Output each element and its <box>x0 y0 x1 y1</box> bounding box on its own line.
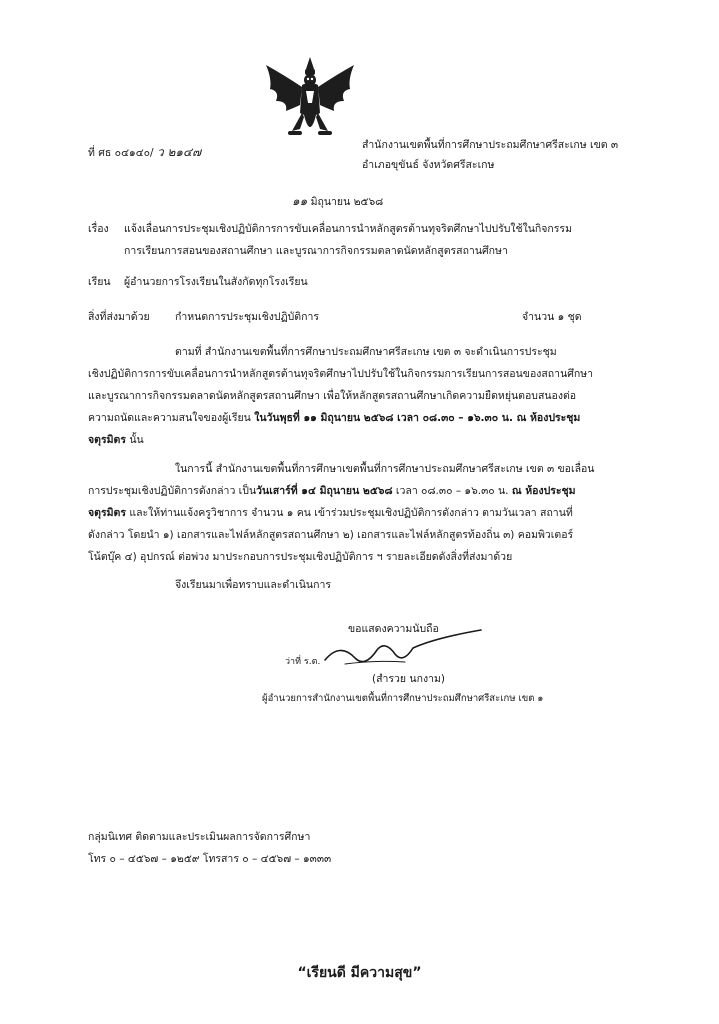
meeting-room-label: ณ ห้องประชุม <box>511 485 576 497</box>
handwritten-signature-icon <box>285 620 485 680</box>
agency-address: อำเภอขุขันธ์ จังหวัดศรีสะเกษ <box>362 159 495 171</box>
subject-line-2: การเรียนการสอนของสถานศึกษา และบูรณาการกิจกรรมตลาดนัดหลักสูตรสถานศึกษา <box>124 245 508 257</box>
para2-line-2-time: เวลา ๐๘.๓๐ – ๑๖.๓๐ น. <box>392 485 512 497</box>
para1-line-4-text: ความถนัดและความสนใจของผู้เรียน <box>88 412 255 424</box>
enclosure-value: กำหนดการประชุมเชิงปฏิบัติการ <box>175 311 319 323</box>
para1-line-5 <box>88 433 144 447</box>
agency-name: สำนักงานเขตพื้นที่การศึกษาประถมศึกษาศรีสะเกษ เขต ๓ <box>362 139 619 151</box>
letter-date <box>292 194 383 209</box>
date-day-handwritten: ๑๑ <box>292 194 308 208</box>
meeting-room-name-2: จตุรมิตร <box>88 507 126 519</box>
para2-line-2-text: การประชุมเชิงปฏิบัติการดังกล่าว เป็น <box>88 485 257 497</box>
ref-number-label: ที่ ศธ ๐๔๑๔๐/ <box>88 147 154 159</box>
subject-line-1: แจ้งเลื่อนการประชุมเชิงปฏิบัติการการขับเคลื่อนการนำหลักสูตรต้านทุจริตศึกษาไปปรับใช้ในกิจกรรม <box>124 223 572 235</box>
para1-line-4 <box>88 411 580 425</box>
para1-line-5-text: นั้น <box>126 434 144 446</box>
meeting-original-date: ในวันพุธที่ ๑๑ มิถุนายน ๒๕๖๘ เวลา ๐๘.๓๐ – ๑๖.๓๐ น. ณ ห้องประชุม <box>254 412 581 424</box>
contact-phone: โทร ๐ – ๔๕๖๗ – ๑๒๕๙ โทรสาร ๐ – ๔๕๖๗ – ๑๓๓๓ <box>88 853 332 865</box>
para2-line-5: โน้ตบุ๊ค ๔) อุปกรณ์ ต่อพ่วง มาประกอบการประชุมเชิงปฏิบัติการ ฯ รายละเอียดดังสิ่งที่ส่งมาด้วย <box>88 551 513 563</box>
enclosure-quantity: จำนวน ๑ ชุด <box>522 311 582 323</box>
para2-line-3-text: และให้ท่านแจ้งครูวิชาการ จำนวน ๑ คน เข้าร่วมประชุมเชิงปฏิบัติการดังกล่าว ตามวันเวลา สถานที่ <box>126 507 573 519</box>
department-name: กลุ่มนิเทศ ติดตามและประเมินผลการจัดการศึกษา <box>88 831 311 843</box>
ref-number <box>88 145 201 160</box>
ref-number-handwritten: ว ๒๑๔๗ <box>156 145 202 159</box>
meeting-new-date: วันเสาร์ที่ ๑๔ มิถุนายน ๒๕๖๘ <box>256 485 393 497</box>
para1-line-1: ตามที่ สำนักงานเขตพื้นที่การศึกษาประถมศึกษาศรีสะเกษ เขต ๓ จะดำเนินการประชุม <box>175 346 557 358</box>
enclosure-label: สิ่งที่ส่งมาด้วย <box>88 311 150 323</box>
garuda-emblem-icon <box>262 55 358 145</box>
para2-line-4: ดังกล่าว โดยนำ ๑) เอกสารและไฟล์หลักสูตรสถานศึกษา ๒) เอกสารและไฟล์หลักสูตรท้องถิ่น ๓) คอมพิวเตอร์ <box>88 529 574 541</box>
para3-line: จึงเรียนมาเพื่อทราบและดำเนินการ <box>175 579 331 591</box>
meeting-room-name: จตุรมิตร <box>88 434 126 446</box>
date-month-year: มิถุนายน ๒๕๖๘ <box>310 196 384 208</box>
para1-line-2: เชิงปฏิบัติการการขับเคลื่อนการนำหลักสูตรต้านทุจริตศึกษาไปปรับใช้ในกิจกรรมการเรียนการสอนของสถานศึกษา <box>88 368 594 380</box>
subject-label: เรื่อง <box>88 223 109 235</box>
recipient-value: ผู้อำนวยการโรงเรียนในสังกัดทุกโรงเรียน <box>124 276 308 288</box>
closing-phrase: ขอแสดงความนับถือ <box>348 623 439 635</box>
para2-line-3 <box>88 506 573 520</box>
para2-line-2 <box>88 484 576 498</box>
signatory-position: ผู้อำนวยการสำนักงานเขตพื้นที่การศึกษาประถมศึกษาศรีสะเกษ เขต ๑ <box>262 693 544 704</box>
para1-line-3: และบูรณาการกิจกรรมตลาดนัดหลักสูตรสถานศึกษา เพื่อให้หลักสูตรสถานศึกษาเกิดความยืดหยุ่นตอบสนองต่อ <box>88 390 577 402</box>
recipient-label: เรียน <box>88 276 111 288</box>
signatory-name: (สำรวย นกงาม) <box>372 673 446 685</box>
para2-line-1: ในการนี้ สำนักงานเขตพื้นที่การศึกษาเขตพื้นที่การศึกษาประถมศึกษาศรีสะเกษ เขต ๓ ขอเลื่อน <box>175 463 595 475</box>
motto: “เรียนดี มีความสุข” <box>297 965 422 981</box>
acting-rank-note: ว่าที่ ร.ต. <box>285 657 321 667</box>
